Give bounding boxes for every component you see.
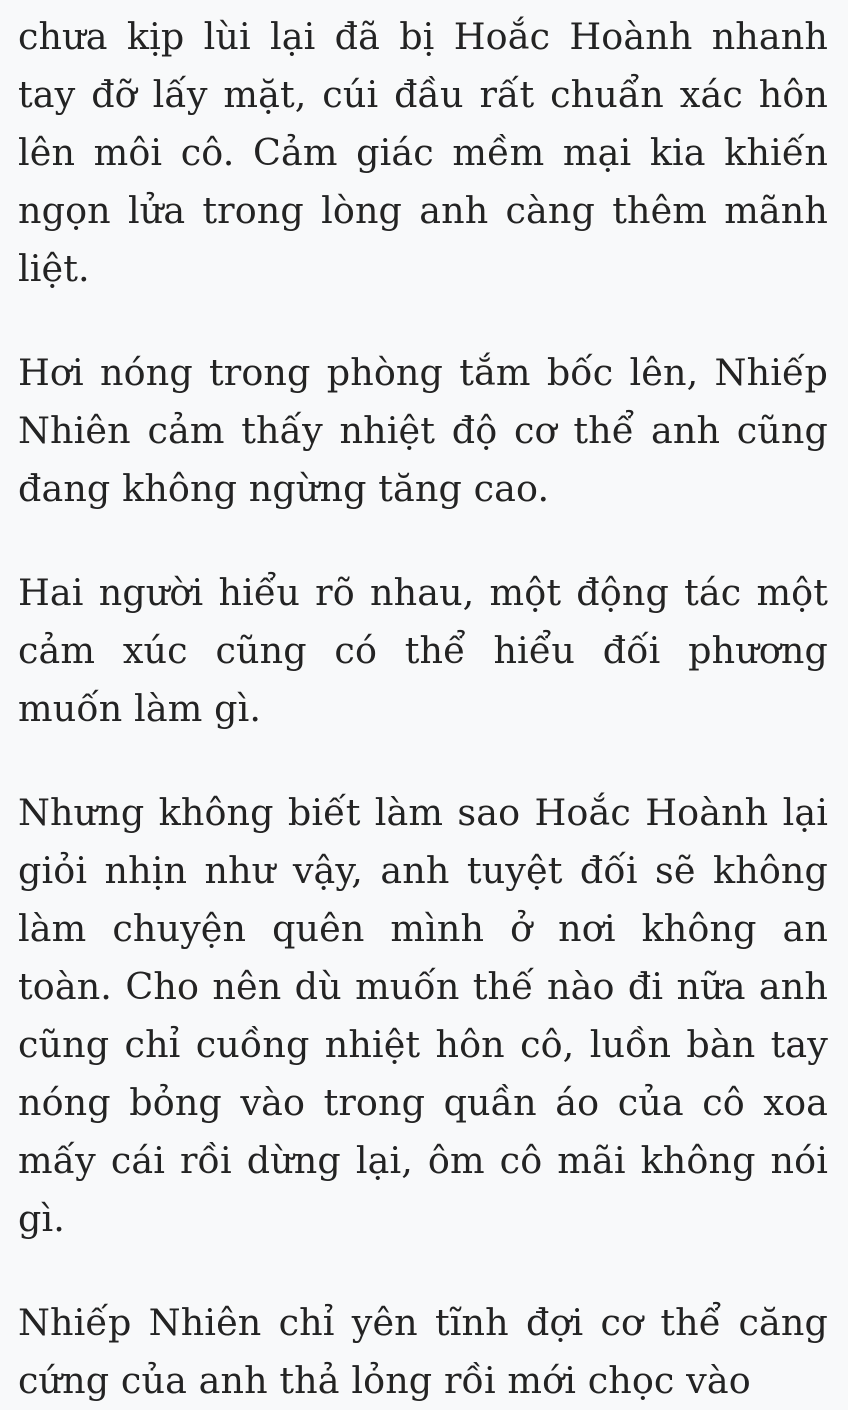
paragraph-1: chưa kịp lùi lại đã bị Hoắc Hoành nhanh tay đỡ lấy mặt, cúi đầu rất chuẩn xác hôn lên môi cô. Cảm giác mềm mại kia khiến ngọn lửa trong lòng anh càng thêm mãnh liệt. [18,15,828,290]
paragraph-4: Nhưng không biết làm sao Hoắc Hoành lại giỏi nhịn như vậy, anh tuyệt đối sẽ không làm chuyện quên mình ở nơi không an toàn. Cho nên dù muốn thế nào đi nữa anh cũng chỉ cuồng nhiệt hôn cô, luồn bàn tay nóng bỏng vào trong quần áo của cô xoa mấy cái rồi dừng lại, ôm cô mãi không nói gì. [18,791,828,1240]
paragraph-5: Nhiếp Nhiên chỉ yên tĩnh đợi cơ thể căng cứng của anh thả lỏng rồi mới chọc vào [18,1301,828,1402]
reading-page [18,8,828,1410]
paragraph-2: Hơi nóng trong phòng tắm bốc lên, Nhiếp Nhiên cảm thấy nhiệt độ cơ thể anh cũng đang không ngừng tăng cao. [18,351,828,510]
paragraph-3: Hai người hiểu rõ nhau, một động tác một cảm xúc cũng có thể hiểu đối phương muốn làm gì. [18,571,828,730]
